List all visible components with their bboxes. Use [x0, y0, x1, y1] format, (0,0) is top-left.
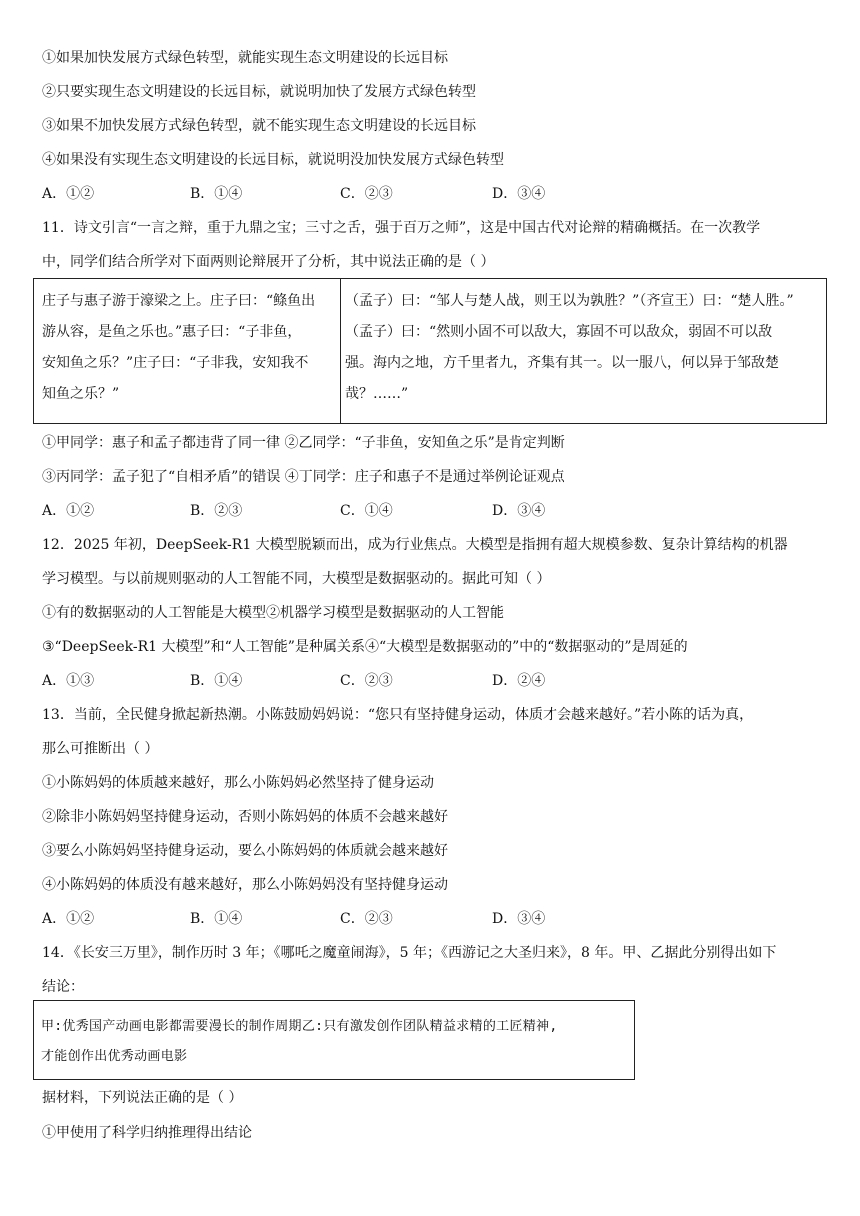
q12-stem-line-1: 12．2025 年初，DeepSeek-R1 大模型脱颖而出，成为行业焦点。大模型是指拥有超大规模参数、复杂计算结构的机器 — [42, 537, 788, 553]
q11-stem-line-2: 中，同学们结合所学对下面两则论辩展开了分析，其中说法正确的是（ ） — [42, 254, 495, 270]
q12-statements-1-2: ①有的数据驱动的人工智能是大模型②机器学习模型是数据驱动的人工智能 — [42, 605, 504, 621]
q10-option-c[interactable]: C．②③ — [340, 186, 393, 202]
q14-box-line-2: 才能创作出优秀动画电影 — [41, 1049, 188, 1064]
q12-option-a[interactable]: A．①③ — [42, 673, 95, 689]
q12-stem-line-2: 学习模型。与以前规则驱动的人工智能不同，大模型是数据驱动的。据此可知（ ） — [42, 571, 551, 587]
q11-left-line: 庄子与惠子游于濠梁之上。庄子曰：“鲦鱼出 — [42, 293, 316, 309]
q11-option-c[interactable]: C．①④ — [340, 503, 393, 519]
q11-table-cell-mencius — [341, 279, 826, 423]
q11-option-a[interactable]: A．①② — [42, 503, 95, 519]
q12-option-b[interactable]: B．①④ — [190, 673, 243, 689]
q11-right-line: 强。海内之地，方千里者九，齐集有其一。以一服八，何以异于邹敌楚 — [345, 355, 779, 371]
q11-right-line: （孟子）曰：“然则小固不可以敌大，寡固不可以敌众，弱固不可以敌 — [345, 324, 773, 340]
q11-left-line: 知鱼之乐？” — [42, 386, 120, 402]
q12-statements-3-4: ③“DeepSeek-R1 大模型”和“人工智能”是种属关系④“大模型是数据驱动的”中的“数据驱动的”是周延的 — [42, 639, 688, 655]
q13-stem-line-1: 13．当前，全民健身掀起新热潮。小陈鼓励妈妈说：“您只有坚持健身运动，体质才会越来越好。”若小陈的话为真， — [42, 707, 754, 723]
q13-statement-1: ①小陈妈妈的体质越来越好，那么小陈妈妈必然坚持了健身运动 — [42, 775, 434, 791]
q13-option-b[interactable]: B．①④ — [190, 911, 243, 927]
q11-right-line: 哉？……” — [345, 386, 409, 402]
q14-stem-line-2: 结论： — [42, 979, 84, 995]
q11-table-cell-zhuangzi — [34, 279, 341, 423]
q14-question-line: 据材料，下列说法正确的是（ ） — [42, 1090, 243, 1106]
q13-option-a[interactable]: A．①② — [42, 911, 95, 927]
q10-option-a[interactable]: A．①② — [42, 186, 95, 202]
q11-stem-line-1: 11．诗文引言“一言之辩，重于九鼎之宝；三寸之舌，强于百万之师”，这是中国古代对论辩的精确概括。在一次教学 — [42, 220, 761, 236]
q12-option-d[interactable]: D．②④ — [492, 673, 546, 689]
q13-stem-line-2: 那么可推断出（ ） — [42, 741, 159, 757]
q11-statements-1-2: ①甲同学：惠子和孟子都违背了同一律 ②乙同学：“子非鱼，安知鱼之乐”是肯定判断 — [42, 435, 565, 451]
q14-statement-1: ①甲使用了科学归纳推理得出结论 — [42, 1125, 252, 1141]
q14-stem-line-1: 14．《长安三万里》，制作历时 3 年；《哪吒之魔童闹海》，5 年；《西游记之大圣归来》，8 年。甲、乙据此分别得出如下 — [42, 945, 777, 961]
q14-conclusion-box — [33, 1000, 635, 1080]
q11-debate-table — [33, 278, 827, 424]
q13-statement-3: ③要么小陈妈妈坚持健身运动，要么小陈妈妈的体质就会越来越好 — [42, 843, 448, 859]
q12-option-c[interactable]: C．②③ — [340, 673, 393, 689]
q14-box-line-1: 甲:优秀国产动画电影都需要漫长的制作周期乙:只有激发创作团队精益求精的工匠精神, — [41, 1019, 558, 1034]
q13-statement-2: ②除非小陈妈妈坚持健身运动，否则小陈妈妈的体质不会越来越好 — [42, 809, 448, 825]
q10-option-b[interactable]: B．①④ — [190, 186, 243, 202]
q10-statement-2: ②只要实现生态文明建设的长远目标，就说明加快了发展方式绿色转型 — [42, 84, 476, 100]
q13-statement-4: ④小陈妈妈的体质没有越来越好，那么小陈妈妈没有坚持健身运动 — [42, 877, 448, 893]
q13-option-d[interactable]: D．③④ — [492, 911, 546, 927]
q11-option-d[interactable]: D．③④ — [492, 503, 546, 519]
q11-option-b[interactable]: B．②③ — [190, 503, 243, 519]
q11-right-line: （孟子）曰：“邹人与楚人战，则王以为孰胜？”（齐宣王）曰：“楚人胜。” — [345, 293, 794, 309]
q11-left-line: 安知鱼之乐？”庄子曰：“子非我，安知我不 — [42, 355, 309, 371]
q11-left-line: 游从容，是鱼之乐也。”惠子曰：“子非鱼， — [42, 324, 302, 340]
q10-statement-4: ④如果没有实现生态文明建设的长远目标，就说明没加快发展方式绿色转型 — [42, 152, 504, 168]
q13-option-c[interactable]: C．②③ — [340, 911, 393, 927]
q11-statements-3-4: ③丙同学：孟子犯了“自相矛盾”的错误 ④丁同学：庄子和惠子不是通过举例论证观点 — [42, 469, 565, 485]
q10-statement-3: ③如果不加快发展方式绿色转型，就不能实现生态文明建设的长远目标 — [42, 118, 476, 134]
q10-statement-1: ①如果加快发展方式绿色转型，就能实现生态文明建设的长远目标 — [42, 50, 448, 66]
q10-option-d[interactable]: D．③④ — [492, 186, 546, 202]
